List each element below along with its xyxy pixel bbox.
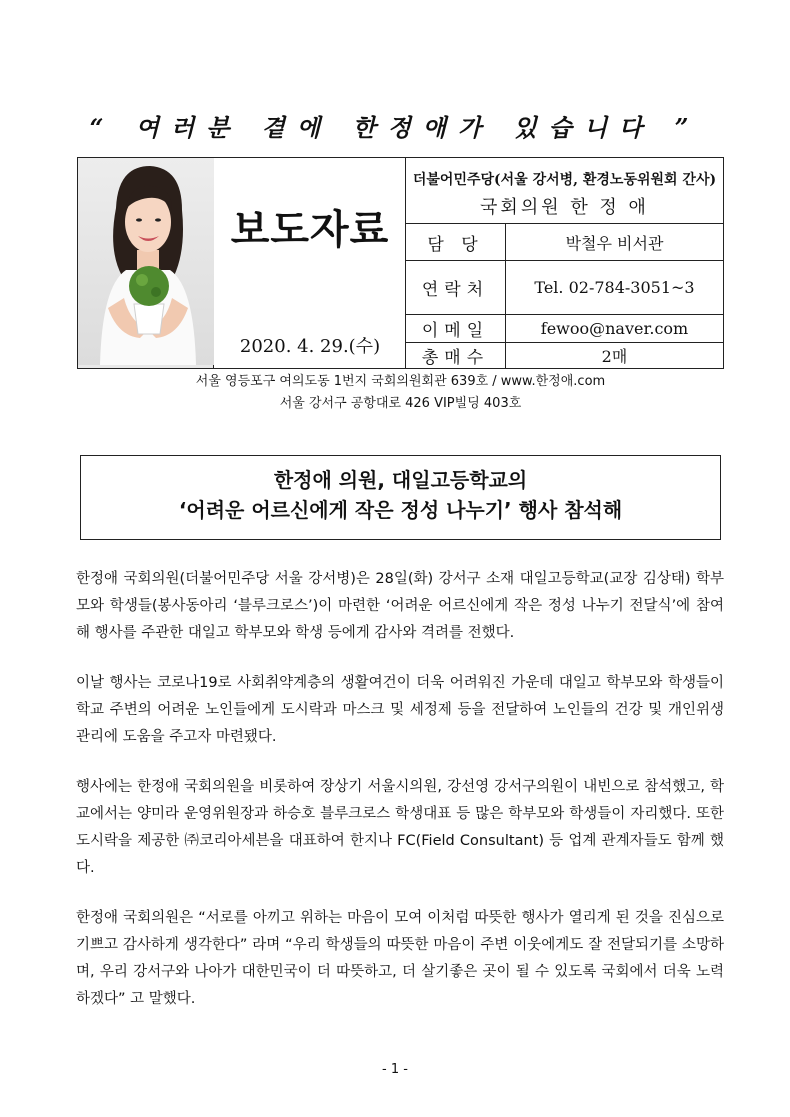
member-name: 국회의원 한 정 애 <box>480 196 649 218</box>
document-type-title: 보도자료 <box>230 207 390 253</box>
release-date: 2020. 4. 29.(수) <box>239 336 381 357</box>
portrait-illustration <box>78 158 214 365</box>
contact-email: fewoo@naver.com <box>506 315 724 343</box>
press-header-table <box>77 157 724 369</box>
profile-photo-cell <box>78 158 214 369</box>
headline-box <box>80 455 721 540</box>
paragraph: 이날 행사는 코로나19로 사회취약계층의 생활여건이 더욱 어려워진 가운데 대일고 학부모와 학생들이 학교 주변의 어려운 노인들에게 도시락과 마스크 및 세정제 등을 전달하여 노인들의 건강 및 개인위생 관리에 도움을 주고자 마련됐다. <box>76 675 724 745</box>
slogan: “ 여러분 곁에 한정애가 있습니다 ” <box>89 113 701 142</box>
address-line-2: 서울 강서구 공항대로 426 VIP빌딩 403호 <box>279 396 522 411</box>
profile-photo <box>78 158 214 365</box>
paragraph: 행사에는 한정애 국회의원을 비롯하여 장상기 서울시의원, 강선영 강서구의원이 내빈으로 참석했고, 학교에서는 양미라 운영위원장과 하승호 블루크로스 학생대표 등 많은 학부모와 학생들이 자리했다. 또한 도시락을 제공한 ㈜코리아세븐을 대표하여 한지나 FC(Field Consultant) 등 업계 관계자들도 함께 했다. <box>76 779 724 876</box>
contact-value: 박철우 비서관 <box>506 224 724 261</box>
contact-label: 담 당 <box>406 224 506 261</box>
contact-label: 총매수 <box>406 343 506 369</box>
contact-label: 연락처 <box>406 261 506 315</box>
paragraph: 한정애 국회의원은 “서로를 아끼고 위하는 마음이 모여 이처럼 따뜻한 행사가 열리게 된 것을 진심으로 기쁘고 감사하게 생각한다” 라며 “우리 학생들의 따뜻한 마음이 주변 이웃에게도 잘 전달되기를 소망하며, 우리 강서구와 나아가 대한민국이 더 따뜻하고, 더 살기좋은 곳이 될 수 있도록 국회에서 더욱 노력하겠다” 고 말했다. <box>76 910 724 1007</box>
headline-line-1: 한정애 의원, 대일고등학교의 <box>273 468 528 492</box>
headline-line-2: ‘어려운 어르신에게 작은 정성 나누기’ 행사 참석해 <box>178 498 623 522</box>
paragraph: 한정애 국회의원(더불어민주당 서울 강서병)은 28일(화) 강서구 소재 대일고등학교(교장 김상태) 학부모와 학생들(봉사동아리 ‘블루크로스’)이 마련한 ‘어려운 어르신에게 작은 정성 나누기 전달식’에 참여해 행사를 주관한 대일고 학부모와 학생 등에게 감사와 격려를 전했다. <box>76 571 724 641</box>
contact-label: 이메일 <box>406 315 506 343</box>
member-info-cell <box>406 158 724 224</box>
address-block <box>77 371 724 415</box>
page-number: - 1 - <box>382 1062 408 1077</box>
address-line-1: 서울 영등포구 여의도동 1번지 국회의원회관 639호 / www.한정애.com <box>195 374 606 389</box>
party-line: 더불어민주당(서울 강서병, 환경노동위원회 간사) <box>412 171 717 188</box>
contact-phone: Tel. 02-784-3051~3 <box>506 261 724 315</box>
page-count: 2매 <box>506 343 724 369</box>
article-body <box>76 566 724 1036</box>
title-cell <box>214 158 406 369</box>
